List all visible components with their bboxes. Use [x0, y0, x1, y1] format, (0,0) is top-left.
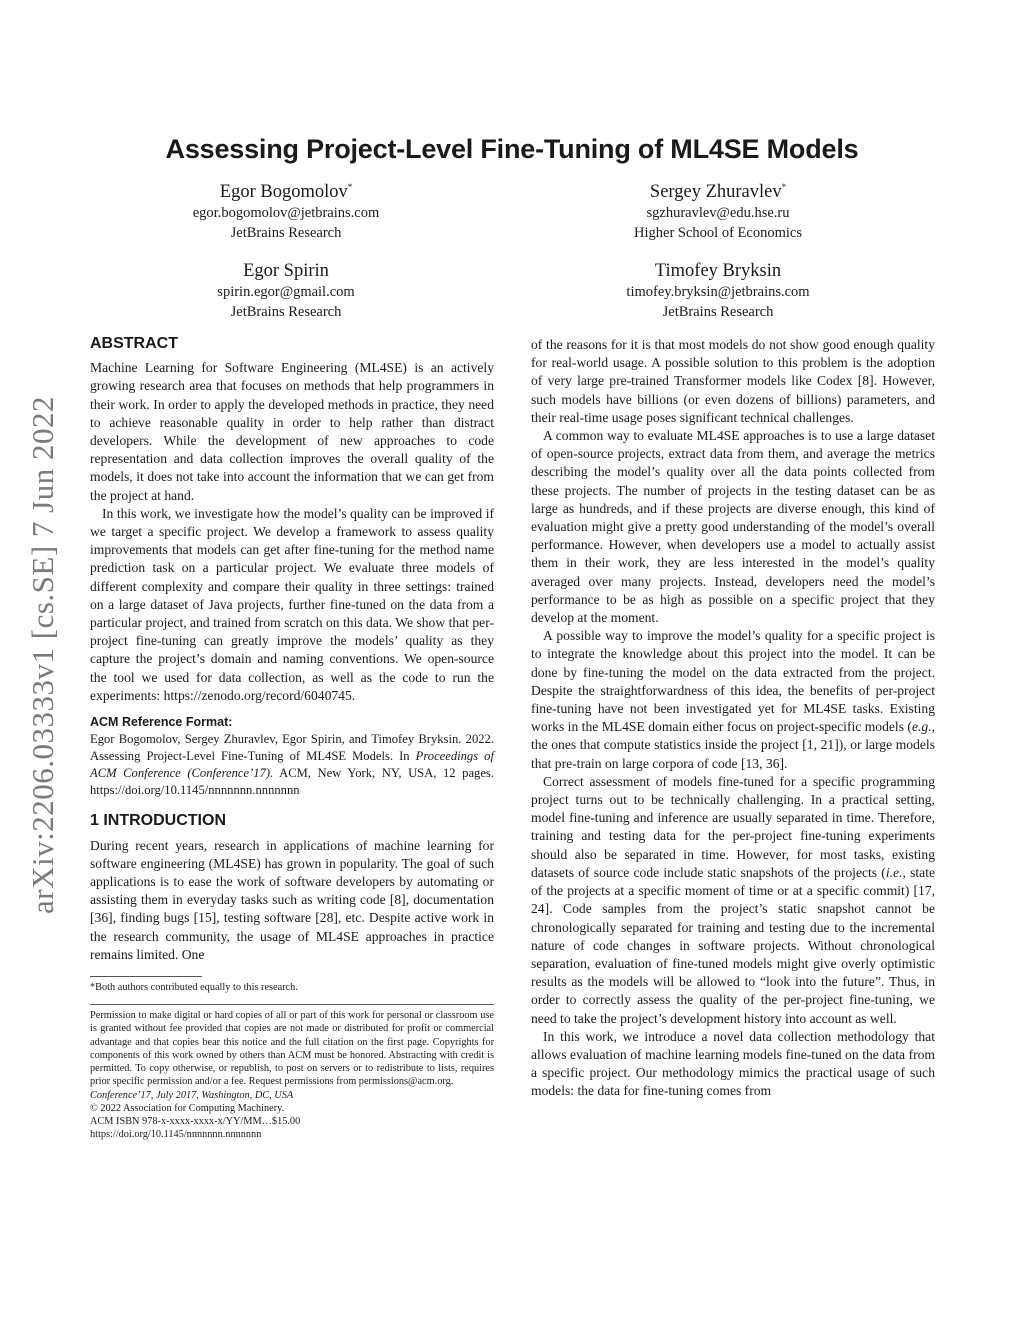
paper-title: Assessing Project-Level Fine-Tuning of ML4SE Models — [165, 134, 859, 164]
author-affiliation: Higher School of Economics — [634, 225, 802, 241]
arxiv-stamp — [20, 375, 66, 935]
author-email: sgzhuravlev@edu.hse.ru — [646, 205, 790, 221]
acm-reference-heading: ACM Reference Format: — [90, 715, 233, 730]
introduction-heading: 1 INTRODUCTION — [90, 812, 226, 830]
right-paragraph-4: Correct assessment of models fine-tuned for a specific programming project turns out to be technically challenging. In a practical setting, model fine-tuning and inference are usually separated in time. Therefore, training and testing data for the per-project fine-tuning experiments should also be separated in time. However, for most tasks, existing datasets of source code include static snapshots of the projects (i.e., state of the projects at a specific moment of time or at a specific commit) [17, 24]. Code samples from the project’s static snapshot cannot be chronologically separated for training and testing due to the incremental nature of code changes in software projects. Without chronological separation, evaluation of fine-tuned models might give overly optimistic results as the models will be allowed to “look into the future”. Thus, in order to correctly assess the quality of the per-project fine-tuning, we need to take the project’s development history into account as well. — [531, 773, 935, 1026]
author-3 — [106, 260, 466, 322]
abstract-paragraph-1: Machine Learning for Software Engineering (ML4SE) is an actively growing research area that focuses on methods that help programmers in their work. In order to apply the developed methods in practice, they need to achieve reasonable quality in order to help rather than distract developers. While the development of new approaches to code representation and data collection improves the overall quality of the models, it does not take into account the information that we can get from the project at hand. — [90, 360, 494, 503]
author-4 — [538, 260, 898, 322]
right-paragraph-2: A common way to evaluate ML4SE approaches is to use a large dataset of open-source projects, extract data from them, and average the metrics describing the model’s quality over all the data points collected from these projects. The number of projects in the testing dataset can be as large as hundreds, and if these projects are diverse enough, this kind of evaluation might give a pretty good understanding of the model’s overall performance. However, when developers use a model to actually assist them in their work, they are less interested in the model’s quality averaged over many projects. Instead, developers need the model’s performance to be as high as possible on a specific project that they develop at the moment. — [531, 428, 935, 626]
author-name: Egor Spirin — [243, 261, 329, 281]
right-paragraph-3: A possible way to improve the model’s quality for a specific project is to integrate the knowledge about this project into the model. It can be done by fine-tuning the model on the data extracted from the project. Despite the straightforwardness of this idea, the benefits of per-project fine-tuning have not been investigated yet for ML4SE tasks. Existing works in the ML4SE domain either focus on project-specific models (e.g., the ones that compute statistics inside the project [1, 21]), or large models that pre-train on large corpora of code [13, 36]. — [531, 628, 935, 771]
author-name: Egor Bogomolov — [219, 182, 348, 202]
author-email: timofey.bryksin@jetbrains.com — [626, 284, 810, 300]
author-email: egor.bogomolov@jetbrains.com — [192, 205, 380, 221]
introduction-paragraph-1: During recent years, research in applications of machine learning for software engineering (ML4SE) has grown in popularity. The goal of such applications is to ease the work of software developers by automating or assisting them in everyday tasks such as writing code [8], documentation [36], finding bugs [15], testing software [28], etc. Despite active work in the research community, the usage of ML4SE approaches in practice remains limited. One — [90, 837, 494, 962]
conference-line: Conference’17, July 2017, Washington, DC, USA — [90, 1089, 294, 1101]
acm-reference-text — [90, 731, 494, 798]
author-name: Sergey Zhuravlev — [649, 182, 782, 202]
copyright-line: © 2022 Association for Computing Machinery. — [90, 1102, 285, 1114]
arxiv-id: arXiv:2206.03333v1 [cs.SE] 7 Jun 2022 — [25, 396, 60, 914]
author-2 — [538, 181, 898, 243]
right-paragraph-5: In this work, we introduce a novel data collection methodology that allows evaluation of machine learning models fine-tuned on the data from a specific project. Our methodology mimics the practical usage of such models: the data for fine-tuning comes from — [531, 1028, 935, 1099]
author-affiliation: JetBrains Research — [230, 225, 342, 241]
permission-statement: Permission to make digital or hard copies of all or part of this work for personal or classroom use is granted without fee provided that copies are not made or distributed for profit or commercial advantage and that copies bear this notice and the full citation on the first page. Copyrights for components of this work owned by others than ACM must be honored. Abstracting with credit is permitted. To copy otherwise, or republish, to post on servers or to redistribute to lists, requires prior specific permission and/or a fee. Request permissions from permissions@acm.org. — [90, 1010, 494, 1088]
author-name: Timofey Bryksin — [654, 261, 782, 281]
right-paragraph-1: of the reasons for it is that most models do not show good enough quality for real-world usage. A possible solution to this problem is the adoption of very large pre-trained Transformer models like Codex [8]. However, such models have billions (or even dozens of billions) parameters, and their real-time usage poses significant technical challenges. — [531, 337, 935, 425]
abstract-paragraph-2: In this work, we investigate how the model’s quality can be improved if we target a specific project. We develop a framework to assess quality improvements that models can get after fine-tuning for the method name prediction task on a particular project. We evaluate three models of different complexity and compare their quality in three settings: trained on a large dataset of Java projects, further fine-tuned on the data from a particular project, and trained from scratch on this data. We show that per-project fine-tuning can greatly improve the models’ quality as they capture the project’s domain and naming conventions. We open-source the tool we used for data collection, as well as the code to run the experiments: https://zenodo.org/record/6040745. — [90, 505, 494, 703]
author-affiliation: JetBrains Research — [230, 304, 342, 320]
permission-block — [90, 1009, 494, 1141]
abstract-heading: ABSTRACT — [90, 335, 178, 352]
equal-contribution-mark: * — [347, 181, 353, 192]
acm-reference-venue: Proceedings of ACM Conference (Conference’17). — [90, 749, 494, 780]
author-email: spirin.egor@gmail.com — [217, 284, 355, 300]
acm-reference-publisher: ACM, New York, NY, USA, 12 pages. https://doi.org/10.1145/nnnnnnn.nnnnnnn — [90, 765, 494, 797]
footnote-rule — [90, 976, 202, 977]
equal-contribution-mark: * — [781, 181, 787, 192]
author-1 — [106, 181, 466, 243]
isbn-line: ACM ISBN 978-x-xxxx-xxxx-x/YY/MM…$15.00 — [90, 1115, 301, 1127]
acm-reference-citation: Egor Bogomolov, Sergey Zhuravlev, Egor Spirin, and Timofey Bryksin. 2022. Assessing Project-Level Fine-Tuning of ML4SE Models. In — [90, 732, 494, 764]
right-column — [531, 336, 935, 1101]
doi-line: https://doi.org/10.1145/nnnnnnn.nnnnnnn — [90, 1129, 262, 1141]
author-affiliation: JetBrains Research — [662, 304, 774, 320]
left-column — [90, 335, 494, 1141]
footnote: *Both authors contributed equally to this research. — [90, 982, 298, 994]
permission-rule — [90, 1004, 494, 1005]
